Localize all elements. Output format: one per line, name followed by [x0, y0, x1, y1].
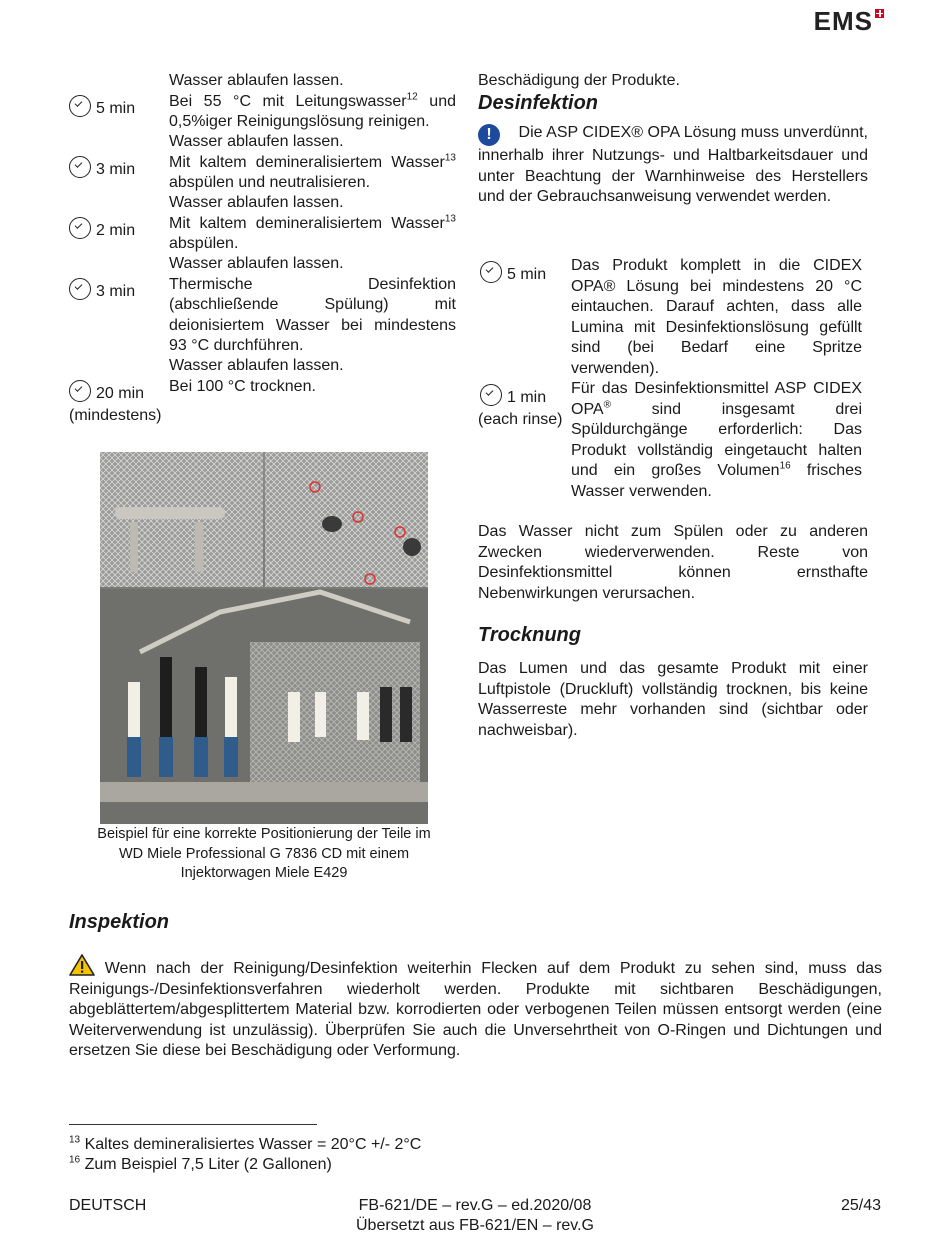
clock-icon — [480, 261, 502, 283]
heading-inspektion: Inspektion — [69, 911, 170, 933]
step-timer-sub: (each rinse) — [478, 411, 563, 428]
step-pre: Wasser ablaufen lassen. — [169, 357, 344, 374]
step-text — [169, 254, 456, 357]
step-text — [169, 132, 456, 194]
washer-rack-photo-image — [100, 452, 428, 824]
step-pre: Wasser ablaufen lassen. — [169, 133, 344, 150]
clock-icon — [69, 156, 91, 178]
step-pre: Wasser ablaufen lassen. — [169, 72, 344, 89]
clock-icon — [69, 95, 91, 117]
step-text — [169, 71, 456, 133]
step-desc: Bei 55 °C mit Leitungswasser$^{12}$ und 0,5%iger Reinigungslösung reinigen. — [169, 91, 457, 130]
inspektion-text: Wenn nach der Reinigung/Desinfektion weiterhin Flecken auf dem Produkt zu sehen sind, muss das Reinigungs-/Desinfektionsverfahren wiederholt werden. Produkte mit sichtbaren Beschädigungen, abgeblättertem/abgesplittertem Material bzw. korrodierten oder verbogenen Teilen müssen entsorgt werden (eine Weiterverwendung ist unzulässig). Überprüfen Sie auch die Unversehrtheit von O-Ringen und Dichtungen und ersetzen Sie diese bei Beschädigung oder Verformung. — [69, 954, 882, 1062]
footnote: $^{16}$ Zum Beispiel 7,5 Liter (2 Gallonen) — [69, 1154, 332, 1173]
footer-doc-id: FB-621/DE – rev.G – ed.2020/08 Übersetzt aus FB-621/EN – rev.G — [355, 1197, 594, 1234]
step-desc: Thermische Desinfektion (abschließende Spülung) mit deionisiertem Wasser bei mindestens 93 °C durchführen. — [169, 275, 456, 354]
info-icon: ! — [478, 124, 500, 146]
washer-rack-photo — [100, 452, 428, 824]
figure-caption: Beispiel für eine korrekte Positionierung der Teile im WD Miele Professional G 7836 CD mit einem Injektorwagen Miele E429 — [97, 826, 431, 881]
footer-page-number: 25/43 — [840, 1197, 881, 1214]
footnote: $^{13}$ Kaltes demineralisiertes Wasser = 20°C +/- 2°C — [69, 1134, 422, 1153]
step-timer: 3 min — [69, 282, 135, 304]
step-text — [169, 193, 456, 255]
step-timer-sub: (mindestens) — [69, 407, 162, 424]
step-desc: Für das Desinfektionsmittel ASP CIDEX OPA® sind insgesamt drei Spüldurchgänge erforderlich: Das Produkt vollständig eingetaucht halten und ein großes Volumen$^{16}$ frisches Wasser verwenden. — [571, 380, 862, 500]
step-timer: 3 min — [69, 160, 135, 182]
heading-desinfektion: Desinfektion — [478, 92, 599, 114]
step-timer: 2 min — [69, 221, 135, 243]
ems-logo: EMS — [814, 6, 884, 37]
footer-language: DEUTSCH — [69, 1197, 147, 1214]
trocknung-text: Das Lumen und das gesamte Produkt mit einer Luftpistole (Druckluft) vollständig trocknen, bis keine Wasserreste mehr vorhanden sind (sichtbar oder nachweisbar). — [478, 660, 868, 739]
clock-icon — [69, 278, 91, 300]
step-timer: 5 min — [69, 99, 135, 121]
footnote-divider — [69, 1124, 317, 1125]
intro-text: Beschädigung der Produkte. — [478, 72, 680, 89]
step-timer: 1 min (each rinse) — [478, 388, 562, 430]
step-timer: 5 min — [480, 265, 546, 287]
step-pre: Wasser ablaufen lassen. — [169, 255, 344, 272]
step-timer: 20 min (mindestens) — [69, 384, 161, 426]
step-pre: Wasser ablaufen lassen. — [169, 194, 344, 211]
clock-icon — [480, 384, 502, 406]
step-text — [169, 356, 456, 397]
heading-trocknung: Trocknung — [478, 624, 581, 646]
step-desc: Das Produkt komplett in die CIDEX OPA® Lösung bei mindestens 20 °C eintauchen. Darauf achten, dass alle Lumina mit Desinfektionslösung gefüllt sind (bei Bedarf eine Spritze verwenden). — [571, 257, 862, 377]
swiss-flag-icon — [875, 9, 884, 18]
clock-icon — [69, 217, 91, 239]
desinfektion-text: ! Die ASP CIDEX® OPA Lösung muss unverdünnt, innerhalb ihrer Nutzungs- und Haltbarkeitsdauer und unter Beachtung der Warnhinweise des Herstellers und der Gebrauchsanweisung verwendet werden. — [478, 124, 869, 205]
water-warning-text: Das Wasser nicht zum Spülen oder zu anderen Zwecken wiederverwenden. Reste von Desinfektionsmittel können ernsthafte Nebenwirkungen verursachen. — [478, 523, 868, 602]
clock-icon — [69, 380, 91, 402]
step-desc: Mit kaltem demineralisiertem Wasser$^{13}$ abspülen und neutralisieren. — [169, 152, 456, 191]
step-desc: Bei 100 °C trocknen. — [169, 377, 316, 395]
warning-icon — [69, 954, 95, 976]
step-desc: Mit kaltem demineralisiertem Wasser$^{13}$ abspülen. — [169, 213, 456, 252]
